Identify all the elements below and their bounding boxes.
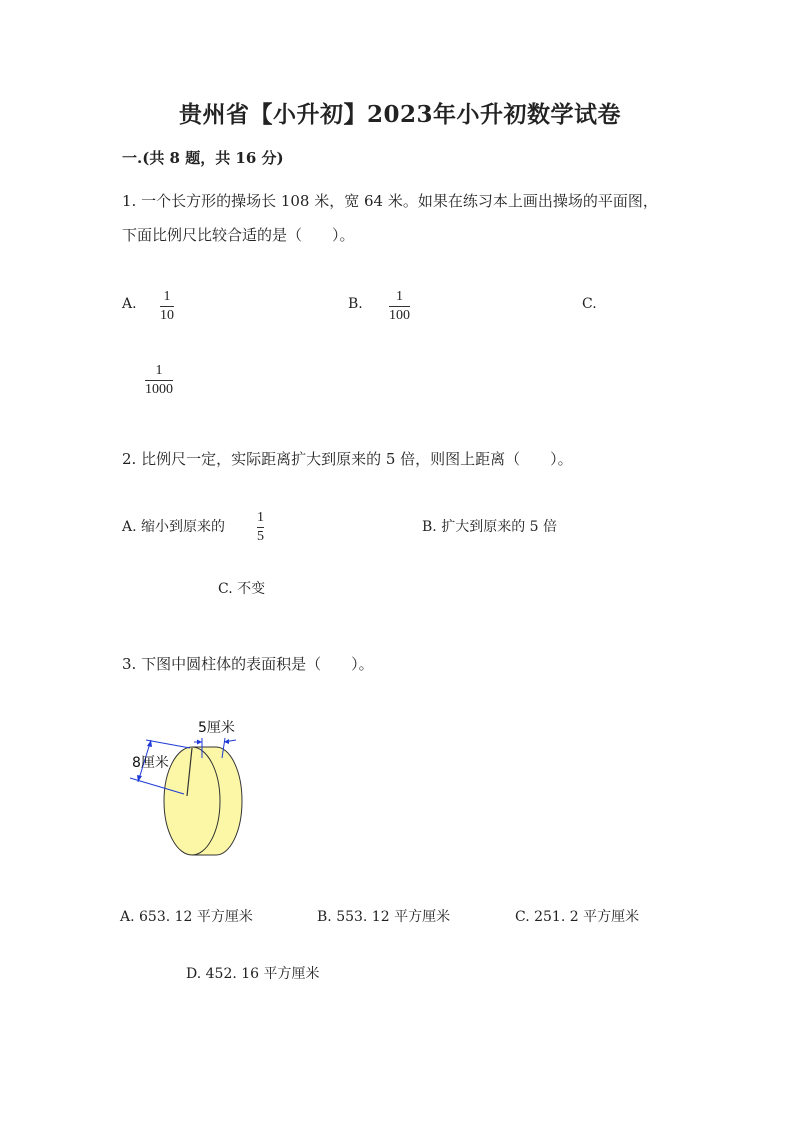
q2-option-c: C. 不变 (218, 581, 266, 597)
q1-option-b-label: B. (348, 296, 363, 312)
fraction-numerator: 1 (155, 363, 163, 378)
section-heading: 一.(共 8 题，共 16 分) (122, 149, 284, 167)
fraction-numerator: 1 (257, 510, 264, 525)
page-title: 贵州省【小升初】2023年小升初数学试卷 (178, 101, 621, 128)
fraction-bar (160, 306, 174, 307)
radius-extension-top (146, 740, 190, 748)
fraction-bar (145, 380, 173, 381)
radius-label: 8厘米 (132, 755, 169, 771)
fraction-denominator: 5 (257, 529, 264, 544)
question-2-text: 2. 比例尺一定，实际距离扩大到原来的 5 倍，则图上距离（ ）。 (122, 450, 573, 468)
fraction-bar (257, 527, 264, 528)
q2-option-a-label: A. 缩小到原来的 (122, 519, 226, 535)
cylinder-front-face (164, 747, 220, 855)
question-1-line-2: 下面比例尺比较合适的是（ ）。 (122, 226, 355, 244)
q1-option-a-label: A. (122, 296, 137, 312)
q3-option-a: A. 653. 12 平方厘米 (120, 909, 253, 925)
q1-option-b-fraction (389, 289, 410, 323)
q1-option-c-fraction (145, 363, 173, 397)
height-label: 5厘米 (198, 720, 235, 736)
q1-option-a-fraction (160, 289, 174, 323)
fraction-denominator: 1000 (145, 382, 173, 397)
cylinder-diagram (118, 710, 258, 860)
fraction-numerator: 1 (163, 289, 171, 304)
cylinder-figure (118, 710, 258, 860)
question-1-line-1: 1. 一个长方形的操场长 108 米，宽 64 米。如果在练习本上画出操场的平面图， (122, 192, 658, 210)
q2-option-b: B. 扩大到原来的 5 倍 (422, 519, 557, 535)
fraction-numerator: 1 (396, 289, 403, 304)
fraction-bar (389, 306, 410, 307)
fraction-denominator: 100 (389, 308, 410, 323)
fraction-denominator: 10 (160, 308, 174, 323)
q2-option-a-fraction (257, 510, 264, 544)
q3-option-d: D. 452. 16 平方厘米 (186, 966, 320, 982)
question-3-text: 3. 下图中圆柱体的表面积是（ ）。 (122, 655, 374, 673)
q3-option-c: C. 251. 2 平方厘米 (515, 909, 640, 925)
q3-option-b: B. 553. 12 平方厘米 (317, 909, 451, 925)
q1-option-c-label: C. (582, 296, 597, 312)
height-arrowhead-left (197, 740, 202, 745)
